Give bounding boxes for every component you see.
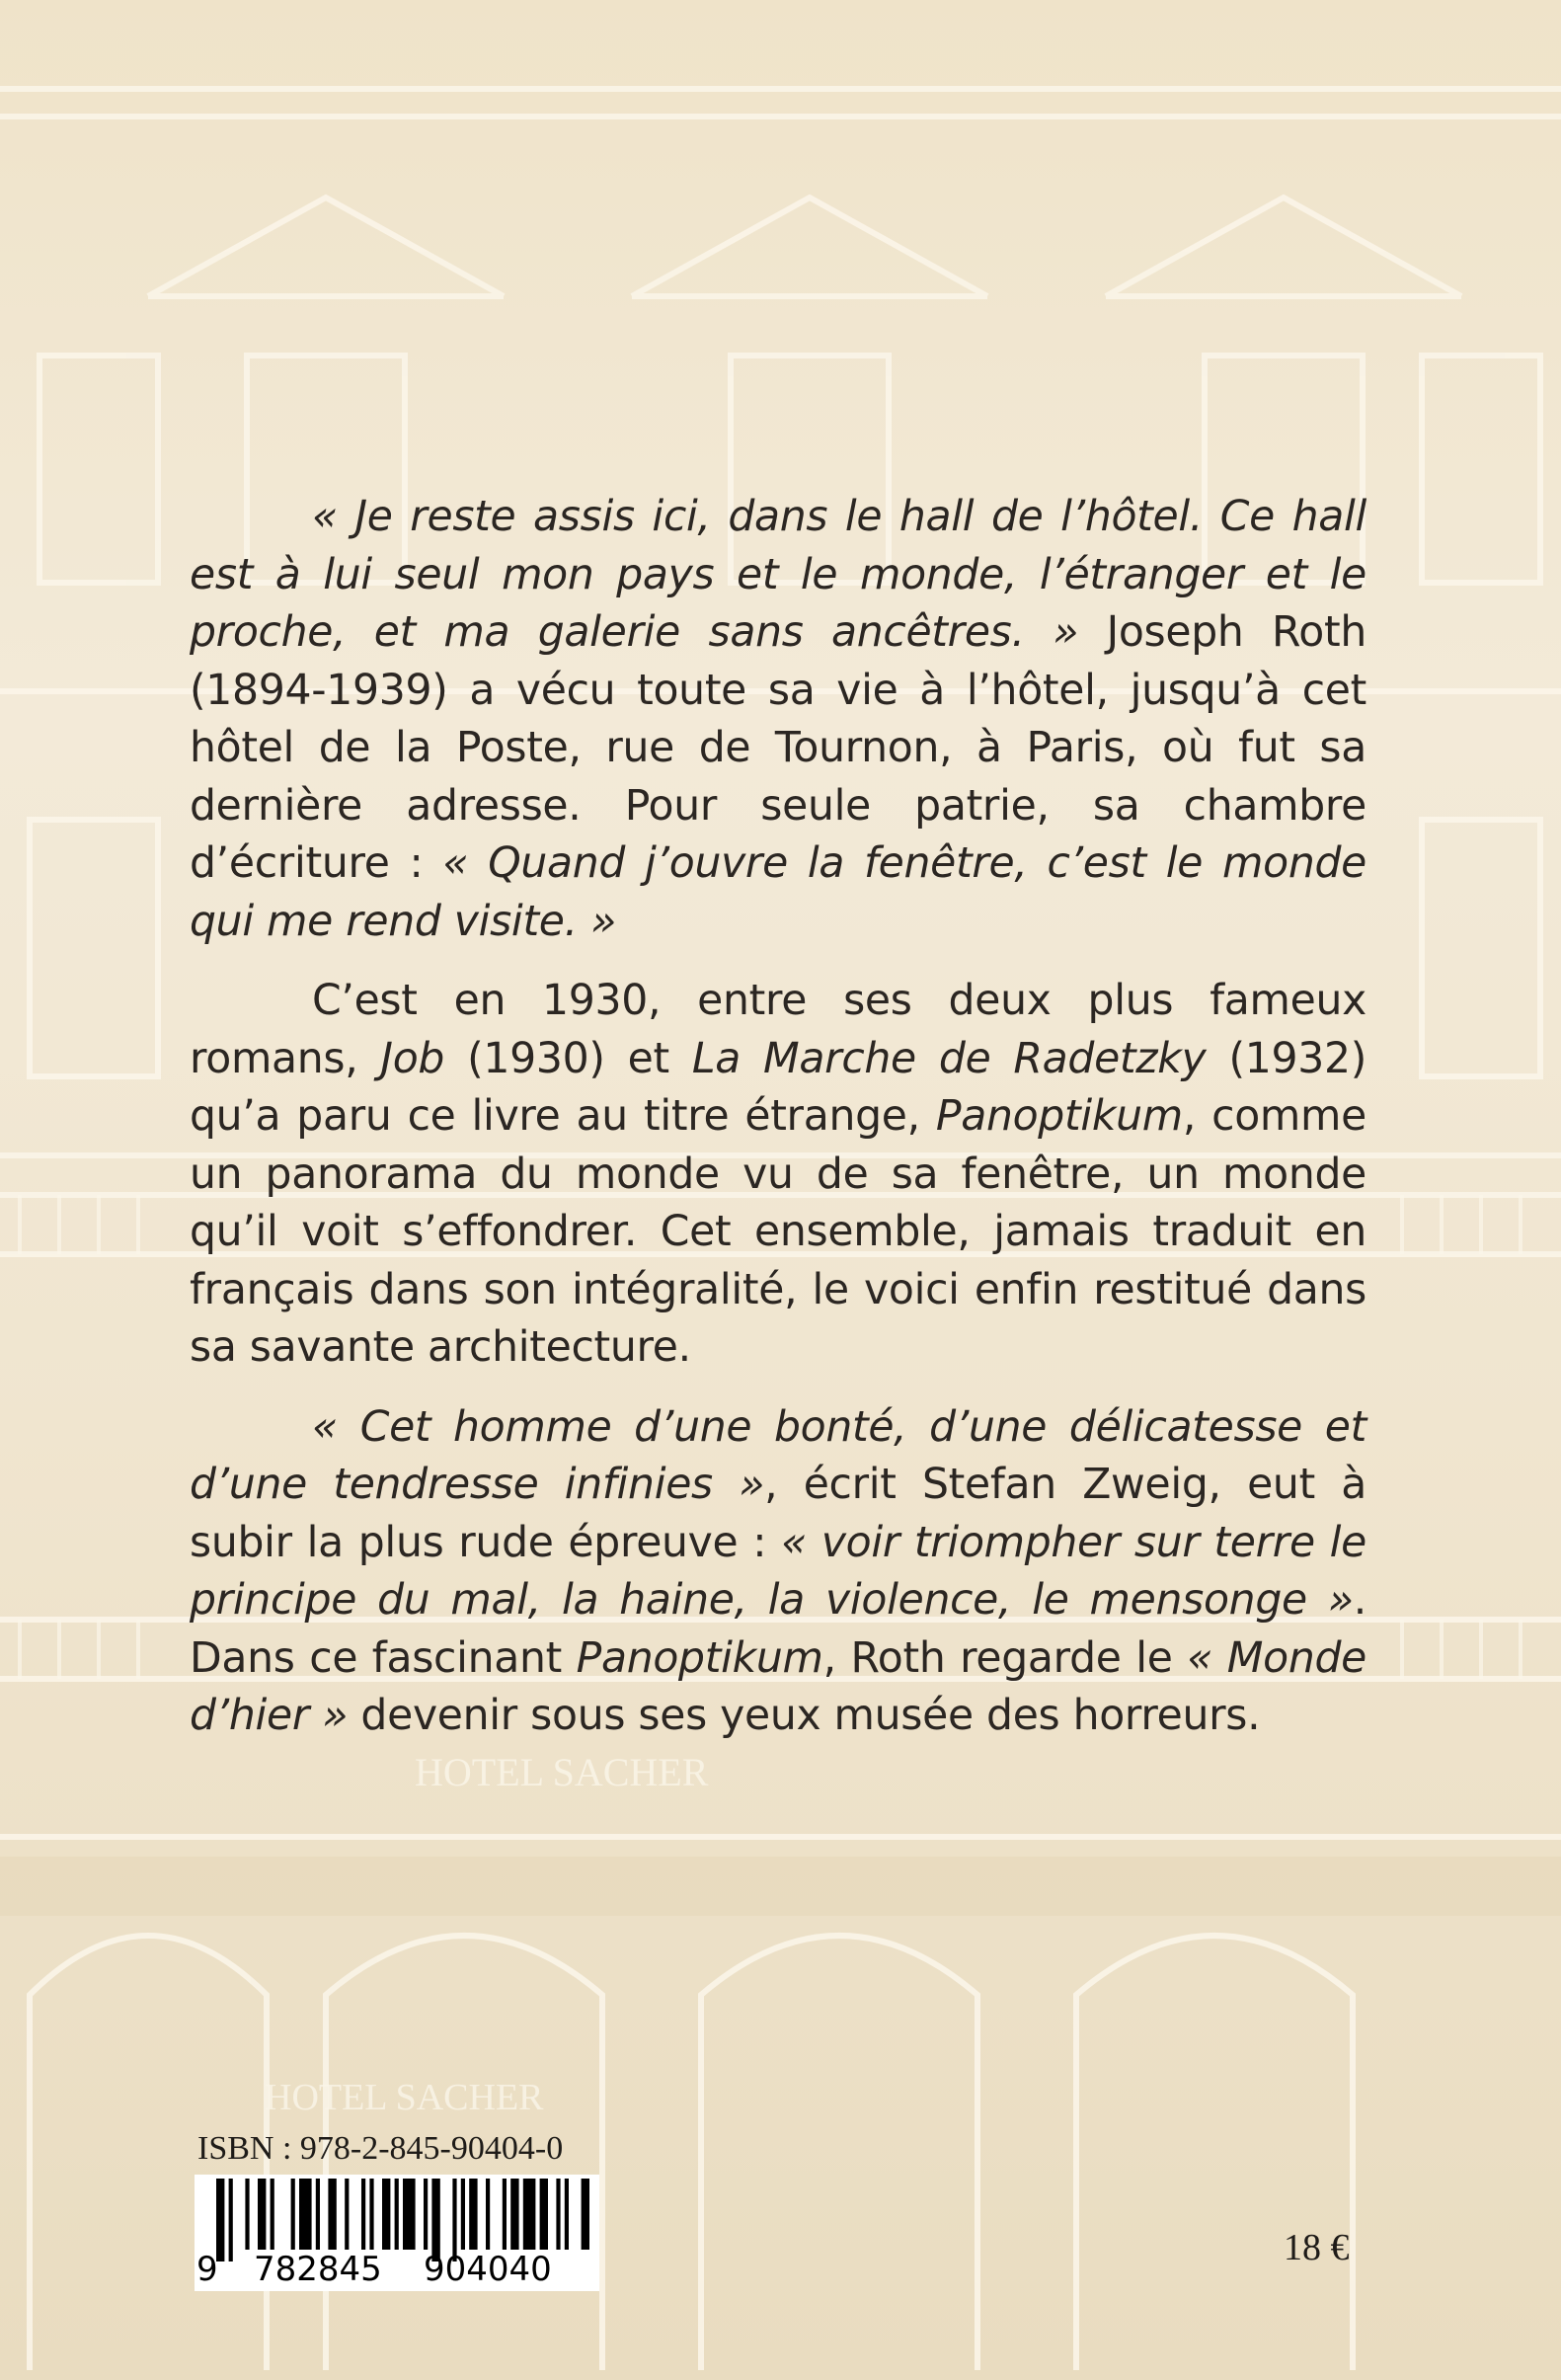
blurb-run: « Monde d’hier » — [190, 1633, 1366, 1740]
barcode-bar — [345, 2179, 349, 2250]
blurb-text — [190, 489, 1366, 1768]
blurb-run: « voir triompher sur terre le principe du mal, la haine, la violence, le mensonge » — [190, 1518, 1366, 1625]
barcode-bar — [424, 2179, 428, 2250]
blurb-run: , comme un panorama du monde vu de sa fenêtre, un monde qu’il voit s’effondrer. Cet ensemble, jamais traduit en français dans son intégralité, le voici enfin restitué dans sa savante architecture. — [190, 1092, 1366, 1372]
blurb-run: , Roth regarde le — [822, 1633, 1188, 1683]
barcode-bar — [369, 2179, 373, 2250]
barcode-digits — [195, 2250, 599, 2289]
barcode-bar — [395, 2179, 399, 2250]
barcode-bar — [258, 2179, 266, 2250]
barcode-bar — [556, 2179, 560, 2250]
barcode-bar — [328, 2179, 336, 2250]
blurb-paragraph-3 — [190, 1399, 1366, 1746]
barcode-bar — [271, 2179, 274, 2250]
blurb-paragraph-1 — [190, 489, 1366, 951]
blurb-run: « Cet homme d’une bonté, d’une délicatesse et d’une tendresse infinies » — [190, 1402, 1366, 1509]
barcode-bar — [245, 2179, 249, 2250]
barcode-bar — [582, 2179, 589, 2250]
barcode — [195, 2175, 599, 2291]
blurb-run: La Marche de Radetzky — [691, 1034, 1207, 1083]
barcode-bar — [503, 2179, 507, 2250]
barcode-digits-left: 782845 — [254, 2250, 382, 2289]
blurb-run: . Dans ce fascinant — [190, 1576, 1366, 1683]
barcode-digits-right: 904040 — [424, 2250, 552, 2289]
barcode-bar — [299, 2179, 312, 2250]
blurb-run: « Je reste assis ici, dans le hall de l’hôtel. Ce hall est à lui seul mon pays et le monde, l’étranger et le proche, et ma galerie sans ancêtres. » — [190, 493, 1366, 657]
hotel-sign-lower: HOTEL SACHER — [265, 2077, 544, 2118]
barcode-bar — [565, 2179, 569, 2250]
barcode-bar — [461, 2179, 465, 2250]
barcode-digit-first: 9 — [196, 2250, 218, 2289]
blurb-run: devenir sous ses yeux musée des horreurs. — [348, 1692, 1261, 1740]
blurb-run: (1930) et — [444, 1034, 692, 1083]
blurb-run: C’est en 1930, entre ses deux plus fameux romans, — [190, 977, 1366, 1083]
blurb-run: , écrit Stefan Zweig, eut à subir la plus rude épreuve : — [190, 1461, 1366, 1567]
hotel-sign-upper: HOTEL SACHER — [415, 1750, 709, 1794]
barcode-bar — [403, 2179, 416, 2250]
barcode-bar — [361, 2179, 365, 2250]
blurb-run: Joseph Roth (1894-1939) a vécu toute sa vie à l’hôtel, jusqu’à cet hôtel de la Poste, rue de Tournon, à Paris, où fut sa dernière adresse. Pour seule patrie, sa chambre d’écriture : — [190, 608, 1366, 888]
blurb-run: Panoptikum — [935, 1092, 1183, 1141]
blurb-run: Panoptikum — [576, 1633, 823, 1683]
blurb-run: « Quand j’ouvre la fenêtre, c’est le monde qui me rend visite. » — [190, 839, 1366, 946]
barcode-bar — [382, 2179, 390, 2250]
barcode-bar — [510, 2179, 518, 2250]
barcode-bar — [291, 2179, 295, 2250]
price: 18 € — [1284, 2227, 1350, 2268]
blurb-run: (1932) qu’a paru ce livre au titre étrange, — [190, 1034, 1367, 1141]
blurb-paragraph-2 — [190, 973, 1366, 1378]
barcode-bar — [469, 2179, 477, 2250]
barcode-bar — [523, 2179, 536, 2250]
barcode-bar — [316, 2179, 320, 2250]
blurb-run: Job — [380, 1034, 445, 1083]
barcode-bar — [540, 2179, 548, 2250]
barcode-bar — [486, 2179, 490, 2250]
isbn-label: ISBN : 978-2-845-90404-0 — [197, 2130, 564, 2167]
